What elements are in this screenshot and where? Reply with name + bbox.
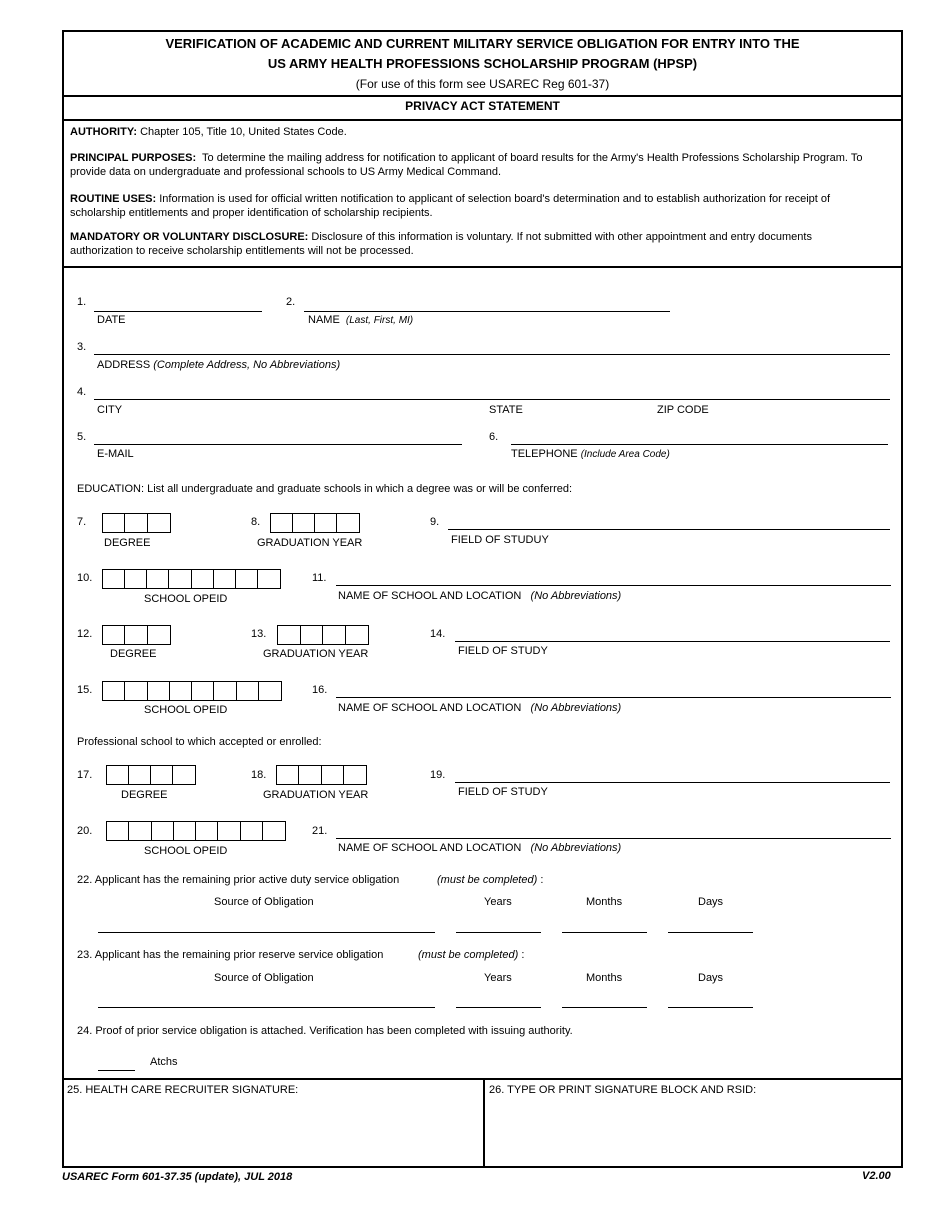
school-11-field[interactable]	[336, 585, 891, 586]
item-number-11: 11.	[312, 572, 327, 584]
disclosure-label: MANDATORY OR VOLUNTARY DISCLOSURE:	[70, 231, 309, 243]
school-21-label	[338, 842, 621, 854]
item-number-9: 9.	[430, 516, 440, 528]
field-of-study-14-label: FIELD OF STUDY	[458, 645, 548, 657]
q23-years-label: Years	[484, 972, 512, 984]
question-22: 22. Applicant has the remaining prior active duty service obligation	[77, 874, 400, 886]
school-11-label	[338, 590, 621, 602]
item-number-17: 17.	[77, 769, 93, 781]
q22-days-field[interactable]	[668, 932, 753, 933]
school-16-label-text: NAME OF SCHOOL AND LOCATION	[338, 702, 522, 714]
item-number-8: 8.	[251, 516, 261, 528]
q22-months-label: Months	[586, 896, 623, 908]
q23-months-field[interactable]	[562, 1007, 647, 1008]
q22-source-field[interactable]	[98, 932, 435, 933]
divider	[64, 95, 901, 97]
signature-block-field[interactable]	[488, 1102, 900, 1164]
atchs-count-field[interactable]	[98, 1070, 135, 1071]
recruiter-signature-field[interactable]	[66, 1102, 480, 1164]
school-21-field[interactable]	[336, 838, 891, 839]
question-22-hint	[437, 874, 543, 886]
item-number-3: 3.	[77, 341, 87, 353]
professional-intro: Professional school to which accepted or enrolled:	[77, 736, 322, 748]
item-number-19: 19.	[430, 769, 446, 781]
q23-days-label: Days	[698, 972, 724, 984]
purposes-paragraph	[70, 151, 865, 179]
address-field[interactable]	[94, 354, 890, 355]
item-number-15: 15.	[77, 684, 93, 696]
school-21-label-text: NAME OF SCHOOL AND LOCATION	[338, 842, 522, 854]
telephone-label-text: TELEPHONE	[511, 448, 578, 460]
zip-label: ZIP CODE	[657, 404, 709, 416]
school-16-hint: (No Abbreviations)	[530, 702, 622, 714]
school-11-hint: (No Abbreviations)	[530, 590, 622, 602]
opeid-20-boxes[interactable]	[106, 821, 286, 841]
address-label	[97, 359, 340, 371]
divider	[64, 266, 901, 268]
date-field[interactable]	[94, 311, 262, 312]
q23-source-field[interactable]	[98, 1007, 435, 1008]
address-label-text: ADDRESS	[97, 359, 151, 371]
email-field[interactable]	[94, 444, 462, 445]
field-of-study-19-label: FIELD OF STUDY	[458, 786, 548, 798]
telephone-hint: (Include Area Code)	[580, 449, 670, 460]
routine-text: Information is used for official written notification to applicant of selection board's determination and to establish authorization for receipt of scholarship entitlements and proper identification of scholarship recipients.	[70, 193, 831, 219]
degree-7-boxes[interactable]	[102, 513, 171, 533]
name-label-text: NAME	[308, 314, 340, 326]
signature-block-label: 26. TYPE OR PRINT SIGNATURE BLOCK AND RSID:	[489, 1084, 757, 1096]
item-number-18: 18.	[251, 769, 267, 781]
education-intro: EDUCATION: List all undergraduate and graduate schools in which a degree was or will be conferred:	[77, 483, 573, 495]
recruiter-signature-label: 25. HEALTH CARE RECRUITER SIGNATURE:	[67, 1084, 299, 1096]
item-number-13: 13.	[251, 628, 267, 640]
item-number-7: 7.	[77, 516, 87, 528]
field-of-study-9-label: FIELD OF STUDUY	[451, 534, 549, 546]
question-23: 23. Applicant has the remaining prior reserve service obligation	[77, 949, 384, 961]
field-of-study-19-field[interactable]	[455, 782, 890, 783]
authority-label: AUTHORITY:	[70, 126, 138, 138]
atchs-label: Atchs	[150, 1056, 178, 1068]
q23-hint-text: (must be completed)	[418, 949, 519, 961]
q23-months-label: Months	[586, 972, 623, 984]
q22-colon: :	[540, 874, 544, 886]
opeid-10-boxes[interactable]	[102, 569, 281, 589]
form-title-line1: VERIFICATION OF ACADEMIC AND CURRENT MILITARY SERVICE OBLIGATION FOR ENTRY INTO THE	[165, 36, 800, 51]
grad-year-18-boxes[interactable]	[276, 765, 367, 785]
form-title-line2: US ARMY HEALTH PROFESSIONS SCHOLARSHIP PROGRAM (HPSP)	[267, 56, 698, 71]
divider	[64, 119, 901, 121]
item-number-16: 16.	[312, 684, 328, 696]
email-label: E-MAIL	[97, 448, 134, 460]
state-label: STATE	[489, 404, 523, 416]
city-label: CITY	[97, 404, 123, 416]
school-11-label-text: NAME OF SCHOOL AND LOCATION	[338, 590, 522, 602]
routine-label: ROUTINE USES:	[70, 193, 157, 205]
item-number-5: 5.	[77, 431, 87, 443]
question-23-hint	[418, 949, 524, 961]
school-21-hint: (No Abbreviations)	[530, 842, 622, 854]
opeid-15-label: SCHOOL OPEID	[144, 704, 228, 716]
degree-12-label: DEGREE	[110, 648, 157, 660]
opeid-20-label: SCHOOL OPEID	[144, 845, 228, 857]
q22-months-field[interactable]	[562, 932, 647, 933]
school-16-label	[338, 702, 621, 714]
item-number-20: 20.	[77, 825, 93, 837]
item-number-4: 4.	[77, 386, 87, 398]
telephone-field[interactable]	[511, 444, 888, 445]
q22-source-label: Source of Obligation	[214, 896, 314, 908]
q23-days-field[interactable]	[668, 1007, 753, 1008]
city-state-zip-field[interactable]	[94, 399, 890, 400]
signature-divider	[483, 1080, 485, 1166]
degree-7-label: DEGREE	[104, 537, 151, 549]
routine-paragraph	[70, 192, 865, 220]
school-16-field[interactable]	[336, 697, 891, 698]
q22-days-label: Days	[698, 896, 724, 908]
form-frame	[62, 30, 903, 1168]
opeid-10-label: SCHOOL OPEID	[144, 593, 228, 605]
degree-12-boxes[interactable]	[102, 625, 171, 645]
opeid-15-boxes[interactable]	[102, 681, 282, 701]
disclosure-paragraph	[70, 230, 865, 258]
name-hint: (Last, First, MI)	[345, 315, 414, 326]
q23-colon: :	[521, 949, 525, 961]
purposes-label: PRINCIPAL PURPOSES:	[70, 152, 197, 164]
grad-year-18-label: GRADUATION YEAR	[263, 789, 369, 801]
form-version: V2.00	[862, 1170, 891, 1182]
q23-years-field[interactable]	[456, 1007, 541, 1008]
item-number-14: 14.	[430, 628, 446, 640]
item-number-10: 10.	[77, 572, 93, 584]
form-subtitle: (For use of this form see USAREC Reg 601-37)	[355, 77, 610, 91]
q22-years-field[interactable]	[456, 932, 541, 933]
grad-year-8-boxes[interactable]	[270, 513, 360, 533]
degree-17-boxes[interactable]	[106, 765, 196, 785]
item-number-2: 2.	[286, 296, 296, 308]
date-label: DATE	[97, 314, 126, 326]
form-id: USAREC Form 601-37.35 (update), JUL 2018	[62, 1171, 293, 1183]
q22-hint-text: (must be completed)	[437, 874, 538, 886]
privacy-title: PRIVACY ACT STATEMENT	[405, 99, 560, 113]
telephone-label	[511, 448, 670, 460]
authority-text: Chapter 105, Title 10, United States Code.	[140, 126, 347, 138]
name-field[interactable]	[304, 311, 670, 312]
disclosure-text: Disclosure of this information is voluntary. If not submitted with other appointment and entry documents authorization to receive scholarship entitlements will not be processed.	[70, 231, 812, 257]
item-number-21: 21.	[312, 825, 328, 837]
q23-source-label: Source of Obligation	[214, 972, 314, 984]
grad-year-8-label: GRADUATION YEAR	[257, 537, 363, 549]
item-number-1: 1.	[77, 296, 87, 308]
field-of-study-9-field[interactable]	[448, 529, 890, 530]
address-hint: (Complete Address, No Abbreviations)	[153, 359, 341, 371]
grad-year-13-label: GRADUATION YEAR	[263, 648, 369, 660]
grad-year-13-boxes[interactable]	[277, 625, 369, 645]
field-of-study-14-field[interactable]	[455, 641, 890, 642]
question-24: 24. Proof of prior service obligation is attached. Verification has been completed with issuing authority.	[77, 1025, 573, 1037]
item-number-6: 6.	[489, 431, 499, 443]
name-label	[308, 314, 413, 326]
degree-17-label: DEGREE	[121, 789, 168, 801]
q22-years-label: Years	[484, 896, 512, 908]
authority-paragraph	[70, 125, 865, 139]
purposes-text: To determine the mailing address for notification to applicant of board results for the Army's Health Professions Scholarship Program. To provide data on undergraduate and professional schools to US Army Medical Command.	[70, 152, 863, 178]
item-number-12: 12.	[77, 628, 93, 640]
